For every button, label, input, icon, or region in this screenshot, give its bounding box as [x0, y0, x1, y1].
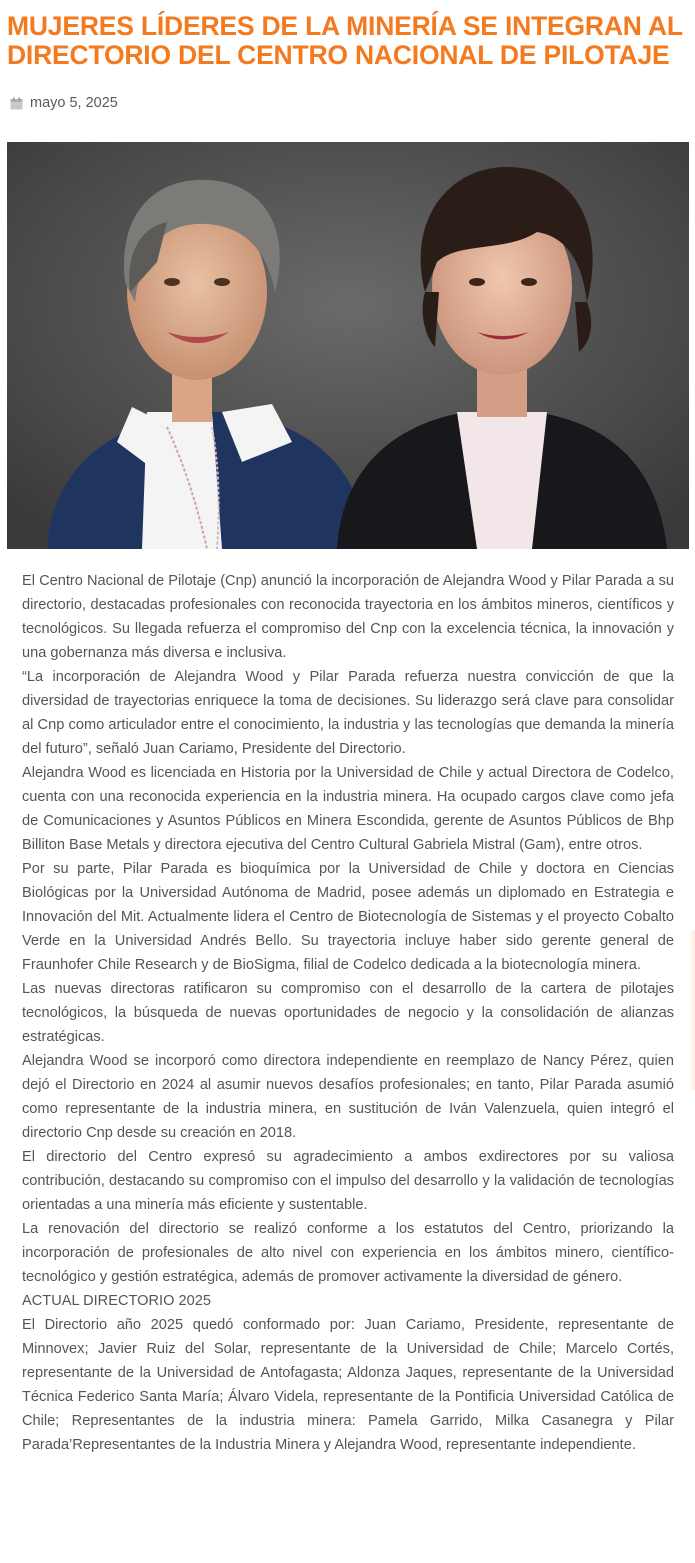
- article-paragraph: Alejandra Wood es licenciada en Historia por la Universidad de Chile y actual Directora de Codelco, cuenta con una reconocida experiencia en la industria minera. Ha ocupado cargos clave como jefa de Comunicaciones y Asuntos Públicos en Minera Escondida, gerente de Asuntos Públicos de Bhp Billiton Base Metals y directora ejecutiva del Centro Cultural Gabriela Mistral (Gam), entre otros.: [22, 765, 674, 853]
- article-paragraph: “La incorporación de Alejandra Wood y Pilar Parada refuerza nuestra convicción de que la diversidad de trayectorias enriquece la toma de decisiones. Su liderazgo será clave para consolidar al Cnp como articulador entre el conocimiento, la industria y las tecnologías que demanda la minería del futuro”, señaló Juan Cariamo, Presidente del Directorio.: [22, 669, 674, 757]
- article-body: [22, 569, 674, 1457]
- post-date: mayo 5, 2025: [30, 95, 118, 111]
- article-title: MUJERES LÍDERES DE LA MINERÍA SE INTEGRAN AL DIRECTORIO DEL CENTRO NACIONAL DE PILOTAJE: [7, 11, 683, 70]
- section-heading: ACTUAL DIRECTORIO 2025: [22, 1293, 211, 1309]
- article-paragraph: El Centro Nacional de Pilotaje (Cnp) anunció la incorporación de Alejandra Wood y Pilar Parada a su directorio, destacadas profesionales con reconocida trayectoria en los ámbitos mineros, científicos y tecnológicos. Su llegada refuerza el compromiso del Cnp con la excelencia técnica, la innovación y una gobernanza más diversa e inclusiva.: [22, 573, 674, 661]
- article-paragraph: El Directorio año 2025 quedó conformado por: Juan Cariamo, Presidente, representante de Minnovex; Javier Ruiz del Solar, representante de la Universidad de Chile; Marcelo Cortés, representante de la Universidad de Antofagasta; Aldonza Jaques, representante de la Universidad Técnica Federico Santa María; Álvaro Videla, representante de la Pontificia Universidad Católica de Chile; Representantes de la industria minera: Pamela Garrido, Milka Casanegra y Pilar Parada’Representantes de la Industria Minera y Alejandra Wood, representante independiente.: [22, 1317, 674, 1453]
- scroll-shadow: [689, 930, 695, 1090]
- article-paragraph: Las nuevas directoras ratificaron su compromiso con el desarrollo de la cartera de pilotajes tecnológicos, la búsqueda de nuevas oportunidades de negocio y la consolidación de alianzas estratégicas.: [22, 981, 674, 1045]
- calendar-icon: [10, 97, 23, 110]
- article-paragraph: La renovación del directorio se realizó conforme a los estatutos del Centro, priorizando la incorporación de profesionales de alto nivel con experiencia en los ámbitos minero, científico-tecnológico y gestión estratégica, además de promover activamente la diversidad de género.: [22, 1221, 674, 1285]
- article-paragraph: Por su parte, Pilar Parada es bioquímica por la Universidad de Chile y doctora en Ciencias Biológicas por la Universidad Autónoma de Madrid, posee además un diplomado en Estrategia e Innovación del Mit. Actualmente lidera el Centro de Biotecnología de Sistemas y el proyecto Cobalto Verde en la Universidad Andrés Bello. Su trayectoria incluye haber sido gerente general de Fraunhofer Chile Research y de BioSigma, filial de Codelco dedicada a la biotecnología minera.: [22, 861, 674, 973]
- article-paragraph: El directorio del Centro expresó su agradecimiento a ambos exdirectores por su valiosa contribución, destacando su compromiso con el impulso del desarrollo y la validación de tecnologías orientadas a una minería más eficiente y sustentable.: [22, 1149, 674, 1213]
- article-paragraph: Alejandra Wood se incorporó como directora independiente en reemplazo de Nancy Pérez, quien dejó el Directorio en 2024 al asumir nuevos desafíos profesionales; en tanto, Pilar Parada asumió como representante de la industria minera, en sustitución de Iván Valenzuela, quien integró el directorio Cnp desde su creación en 2018.: [22, 1053, 674, 1141]
- post-meta: [10, 95, 118, 111]
- hero-image: [7, 142, 689, 549]
